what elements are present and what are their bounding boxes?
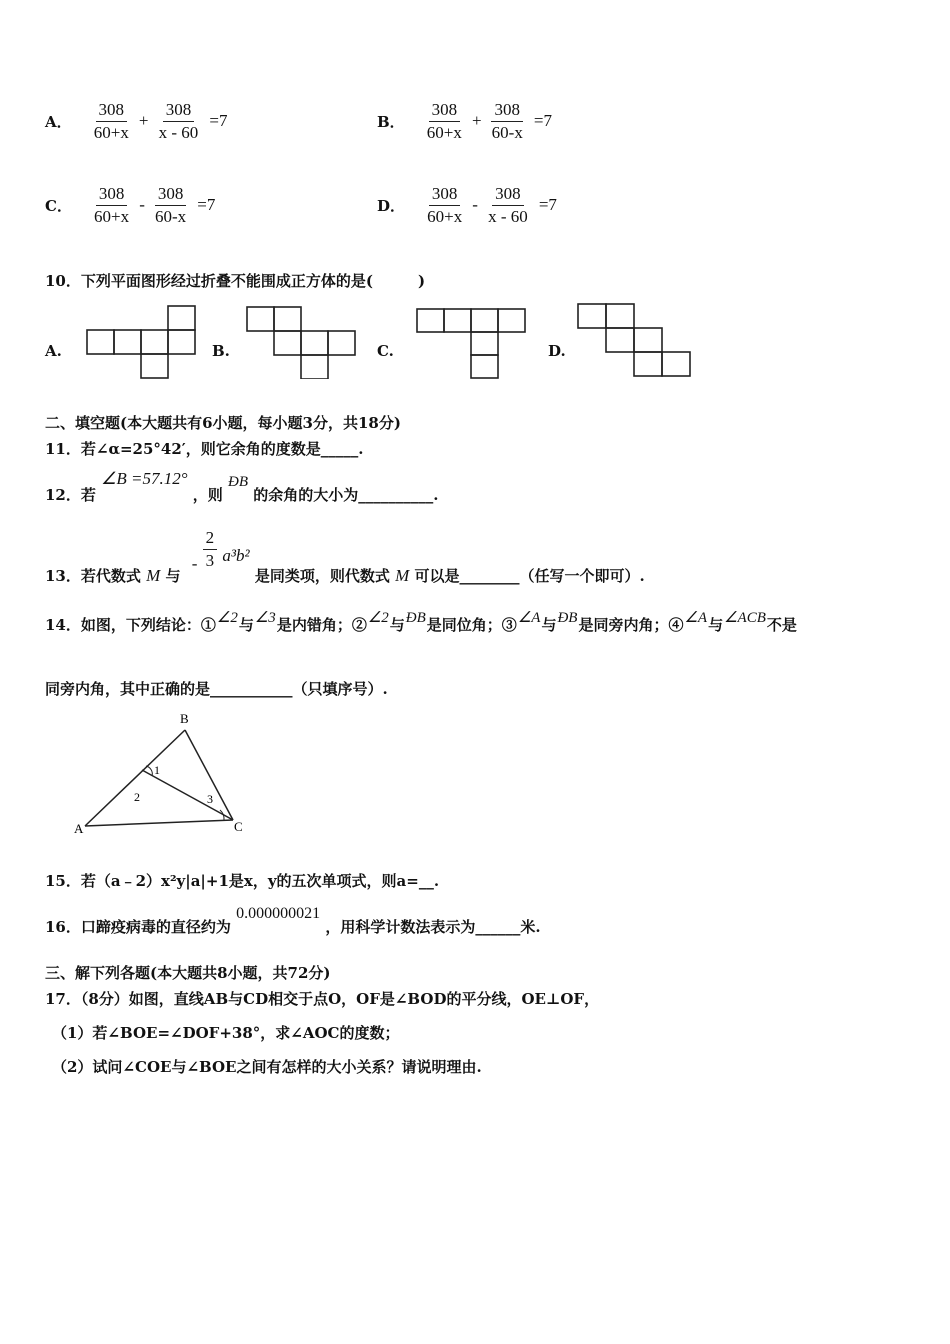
numerator: 2 — [205, 528, 215, 547]
q17-part2: （2）试问∠COE与∠BOE之间有怎样的大小关系？请说明理由. — [52, 1058, 482, 1076]
operator: + — [471, 111, 482, 131]
q13-end: 可以是________（任写一个即可）. — [414, 567, 645, 586]
option-label: B． — [377, 112, 405, 131]
option-label: C． — [45, 196, 72, 215]
section-2-heading: 二、填空题(本大题共有6小题，每小题3分，共18分) — [45, 414, 401, 432]
denominator: 60+x — [426, 122, 462, 142]
denominator: 60+x — [93, 122, 129, 142]
q13-var-m2: M — [395, 566, 410, 586]
q10-label-d: D. — [548, 342, 566, 360]
option-label: A． — [45, 112, 72, 131]
q14-line2: 同旁内角，其中正确的是___________（只填序号）. — [45, 680, 388, 698]
angle-symbol: ∠2 — [216, 610, 238, 626]
angle-symbol: ÐB — [405, 610, 426, 626]
fraction — [152, 184, 189, 226]
q14-text: 是同位角；③ — [426, 616, 517, 634]
fraction — [485, 184, 531, 226]
denominator: 60+x — [94, 206, 130, 226]
cube-net-b — [244, 305, 364, 379]
q12-angle-b: ÐB — [228, 474, 248, 490]
fraction — [91, 184, 132, 226]
cube-net-a — [84, 305, 204, 379]
fraction — [489, 100, 526, 142]
q14-text: 不是 — [766, 616, 797, 634]
numerator: 308 — [491, 100, 523, 122]
q13-monomial: a³b² — [222, 546, 250, 566]
q14-text: 14．如图，下列结论：① — [45, 616, 216, 634]
q14-text: 与 — [238, 616, 254, 634]
equals: =7 — [197, 195, 216, 215]
denominator: x - 60 — [488, 206, 528, 226]
q10-label-b: B. — [212, 342, 230, 360]
numerator: 308 — [96, 100, 128, 122]
angle-symbol: ∠3 — [254, 610, 276, 626]
numerator: 308 — [429, 184, 461, 206]
q10-label-a: A. — [45, 342, 62, 360]
fraction — [424, 184, 465, 226]
section-3-heading: 三、解下列各题(本大题共8小题，共72分) — [45, 964, 331, 982]
equals: =7 — [209, 111, 228, 131]
q9-option-d — [377, 184, 557, 226]
q13-neg: - — [191, 554, 198, 574]
q16-number: 0.000000021 — [236, 905, 321, 922]
q14-text: 是同旁内角；④ — [578, 616, 684, 634]
numerator: 308 — [96, 184, 128, 206]
q15: 15．若（a﹣2）x²y|a|+1是x，y的五次单项式，则a=__. — [45, 872, 440, 890]
q16-prefix: 16．口蹄疫病毒的直径约为 — [45, 918, 231, 936]
q17-part1: （1）若∠BOE=∠DOF+38°，求∠AOC的度数； — [52, 1024, 400, 1042]
q10-stem: 10．下列平面图形经过折叠不能围成正方体的是( ) — [45, 272, 426, 290]
denominator: 3 — [203, 549, 218, 571]
q13-prefix: 13．若代数式 — [45, 567, 141, 586]
q12-suffix: 的余角的大小为__________. — [253, 486, 439, 504]
option-label: D． — [377, 196, 406, 215]
q14-text: 是内错角；② — [276, 616, 367, 634]
vertex-a: A — [74, 821, 84, 836]
q13-fraction — [203, 528, 218, 570]
numerator: 308 — [492, 184, 524, 206]
angle-2-label: 2 — [134, 790, 140, 804]
q17-stem: 17．（8分）如图，直线AB与CD相交于点O，OF是∠BOD的平分线，OE⊥OF， — [45, 990, 600, 1008]
denominator: 60+x — [427, 206, 463, 226]
angle-symbol: ∠A — [684, 610, 708, 626]
q13-suffix: 是同类项，则代数式 — [254, 567, 390, 586]
q14-text: 与 — [389, 616, 405, 634]
q12-prefix: 12．若 — [45, 486, 96, 504]
q14-text: 与 — [541, 616, 557, 634]
q16-suffix: ，用科学计数法表示为______米. — [325, 918, 541, 936]
denominator: 60-x — [491, 122, 523, 142]
q9-option-a — [45, 100, 227, 142]
fraction — [91, 100, 132, 142]
angle-symbol: ∠ACB — [724, 610, 766, 626]
angle-symbol: ∠A — [517, 610, 541, 626]
numerator: 308 — [155, 184, 187, 206]
q12 — [45, 468, 438, 508]
q14-line1 — [45, 610, 915, 635]
q16 — [45, 902, 541, 936]
operator: + — [138, 111, 149, 131]
q12-angle: ∠B =57.12° — [101, 469, 188, 488]
numerator: 308 — [163, 100, 195, 122]
q13-var-m: M — [146, 566, 161, 586]
vertex-c: C — [234, 819, 243, 834]
fraction — [424, 100, 465, 142]
equals: =7 — [533, 111, 553, 131]
q9-option-c — [45, 184, 215, 226]
operator: - — [139, 195, 145, 215]
denominator: 60-x — [155, 206, 187, 226]
angle-symbol: ∠2 — [367, 610, 389, 626]
angle-symbol: ÐB — [557, 610, 578, 626]
fraction — [156, 100, 202, 142]
q14-text: 与 — [708, 616, 724, 634]
numerator: 308 — [429, 100, 461, 122]
vertex-b: B — [180, 711, 189, 726]
q9-option-b — [377, 100, 552, 142]
denominator: x - 60 — [158, 122, 199, 142]
triangle-figure — [70, 706, 280, 846]
cube-net-c — [414, 306, 528, 382]
angle-1-label: 1 — [154, 763, 160, 777]
q11: 11．若∠α=25°42′，则它余角的度数是_____. — [45, 440, 364, 458]
angle-3-label: 3 — [207, 792, 213, 806]
q12-mid: ，则 — [192, 486, 223, 504]
cube-net-d — [575, 302, 695, 380]
operator: - — [472, 195, 478, 215]
equals: =7 — [538, 195, 557, 215]
q13 — [45, 528, 645, 586]
q10-label-c: C. — [377, 342, 394, 360]
q13-with: 与 — [165, 567, 181, 586]
